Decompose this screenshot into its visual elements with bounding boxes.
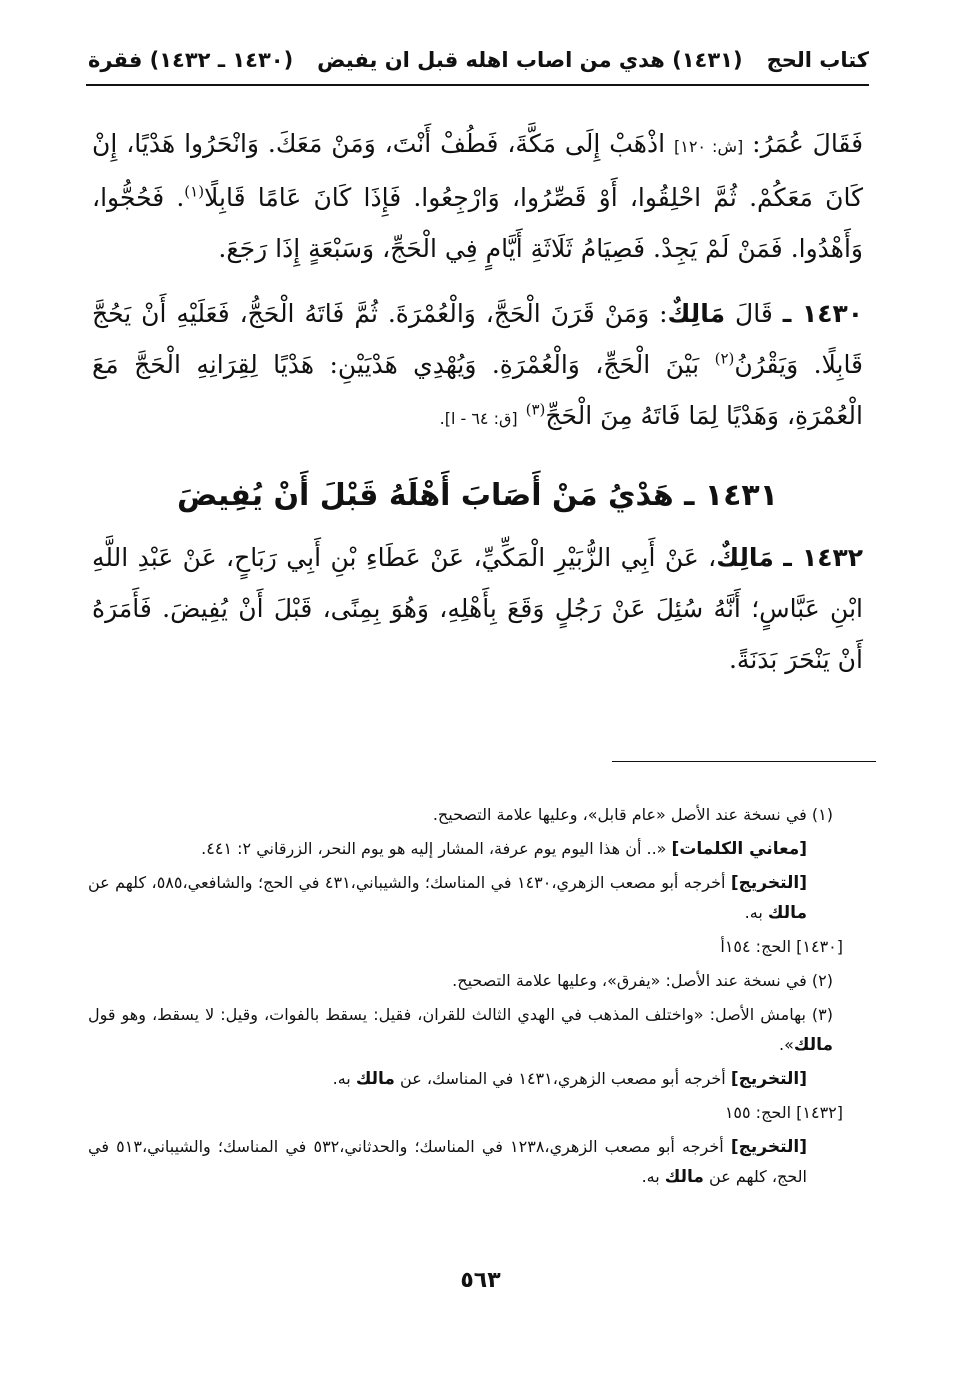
footnote-1: (١) في نسخة عند الأصل «عام قابل»، وعليها علامة التصحيح.	[432, 805, 833, 824]
meanings-label: [معاني الكلمات]	[671, 839, 807, 859]
takhrij-label: [التخريج]	[730, 1069, 807, 1089]
footnote-rule	[612, 761, 876, 762]
speaker-name: مَالِكٌ	[667, 299, 726, 328]
main-text	[92, 118, 863, 685]
footnotes	[88, 800, 843, 1196]
footnote-2: (٢) في نسخة عند الأصل: «يفرق»، وعليها علامة التصحيح.	[452, 971, 833, 990]
footnote-mark[interactable]: (٣)	[525, 400, 546, 419]
paragraph-1432: ١٤٣٢ ـ مَالِكٌ، عَنْ أَبِي الزُّبَيْرِ الْمَكِّيِّ، عَنْ عَطَاءِ بْنِ أَبِي رَبَاحٍ، عَنْ عَبْدِ اللَّهِ ابْنِ عَبَّاسٍ؛ أَنَّهُ سُئِلَ عَنْ رَجُلٍ وَقَعَ بِأَهْلِهِ، وَهُوَ بِمِنًى، قَبْلَ أَنْ يُفِيضَ. فَأَمَرَهُ أَنْ يَنْحَرَ بَدَنَةً.	[92, 543, 864, 674]
source-ref: [ش: ١٢٠]	[673, 137, 744, 156]
running-header	[88, 40, 869, 80]
paragraph-continuation: فَقَالَ عُمَرُ: [ش: ١٢٠] اذْهَبْ إِلَى مَكَّةَ، فَطُفْ أَنْتَ، وَمَنْ مَعَكَ. وَانْحَرُوا هَدْيًا، إِنْ كَانَ مَعَكُمْ. ثُمَّ احْلِقُوا، أَوْ قَصِّرُوا، وَارْجِعُوا. فَإِذَا كَانَ عَامًا قَابِلًا$^{(١)}$. فَحُجُّوا، وَأَهْدُوا. فَمَنْ لَمْ يَجِدْ. فَصِيَامُ ثَلَاثَةِ أَيَّامٍ فِي الْحَجِّ، وَسَبْعَةٍ إِذَا رَجَعَ.	[92, 129, 864, 263]
takhrij-note-2: [التخريج] أخرجه أبو مصعب الزهري،١٤٣١ في المناسك، عن مالك به.	[332, 1069, 807, 1089]
word-meanings-note: [معاني الكلمات] «.. أن هذا اليوم يوم عرفة، المشار إليه هو يوم النحر، الزرقاني ٢: ٤٤١.	[201, 839, 807, 859]
book-title: كتاب الحج	[766, 48, 869, 72]
footnote-mark[interactable]: (٢)	[714, 349, 735, 368]
section-heading: ١٤٣١ ـ هَدْيُ مَنْ أَصَابَ أَهْلَهُ قَبْلَ أَنْ يُفِيضَ	[176, 478, 779, 513]
chapter-title: (١٤٣١) هدي من اصاب اهله قبل ان يفيض	[317, 48, 743, 72]
source-ref: [ق: ٦٤ - ا].	[439, 409, 518, 428]
takhrij-note-1: [التخريج] أخرجه أبو مصعب الزهري،١٤٣٠ في المناسك؛ والشيباني،٤٣١ في الحج؛ والشافعي،٥٨٥، كلهم عن مالك به.	[88, 873, 808, 923]
paragraph-1430: ١٤٣٠ ـ قَالَ مَالِكٌ: وَمَنْ قَرَنَ الْحَجَّ، وَالْعُمْرَةَ. ثُمَّ فَاتَهُ الْحَجُّ، فَعَلَيْهِ أَنْ يَحُجَّ قَابِلًا. وَيَقْرُنُ$^{(٢)}$ بَيْنَ الْحَجِّ، وَالْعُمْرَةِ. وَيُهْدِي هَدْيَيْنِ: هَدْيًا لِقِرَانِهِ الْحَجَّ مَعَ الْعُمْرَةِ، وَهَدْيًا لِمَا فَاتَهُ مِنَ الْحَجِّ$^{(٣)}$ [ق: ٦٤ - ا].	[92, 299, 864, 430]
folio-ref-1432: [١٤٣٢] الحج: ١٥٥	[724, 1103, 843, 1122]
paragraph-number: ١٤٣٠ ـ	[782, 299, 864, 328]
takhrij-note-3: [التخريج] أخرجه أبو مصعب الزهري،١٢٣٨ في المناسك؛ والحدثاني،٥٣٢ في المناسك؛ والشيباني،٥١٣ في الحج، كلهم عن مالك به.	[88, 1137, 807, 1187]
paragraph-range: (١٤٣٠ ـ ١٤٣٢) فقرة	[88, 48, 294, 72]
speaker-name: مَالِكٌ	[716, 543, 774, 572]
page-number: ٥٦٣	[460, 1268, 501, 1293]
folio-ref-1430: [١٤٣٠] الحج: ١٥٤أ	[720, 937, 843, 956]
footnote-mark[interactable]: (١)	[184, 182, 205, 201]
paragraph-number: ١٤٣٢ ـ	[783, 543, 864, 572]
footnote-3: (٣) بهامش الأصل: «واختلف المذهب في الهدي الثالث للقران، فقيل: يسقط بالفوات، وقيل: لا يسقط، وهو قول مالك».	[88, 1005, 833, 1055]
takhrij-label: [التخريج]	[730, 873, 808, 893]
header-rule	[86, 84, 869, 86]
takhrij-label: [التخريج]	[730, 1137, 807, 1157]
